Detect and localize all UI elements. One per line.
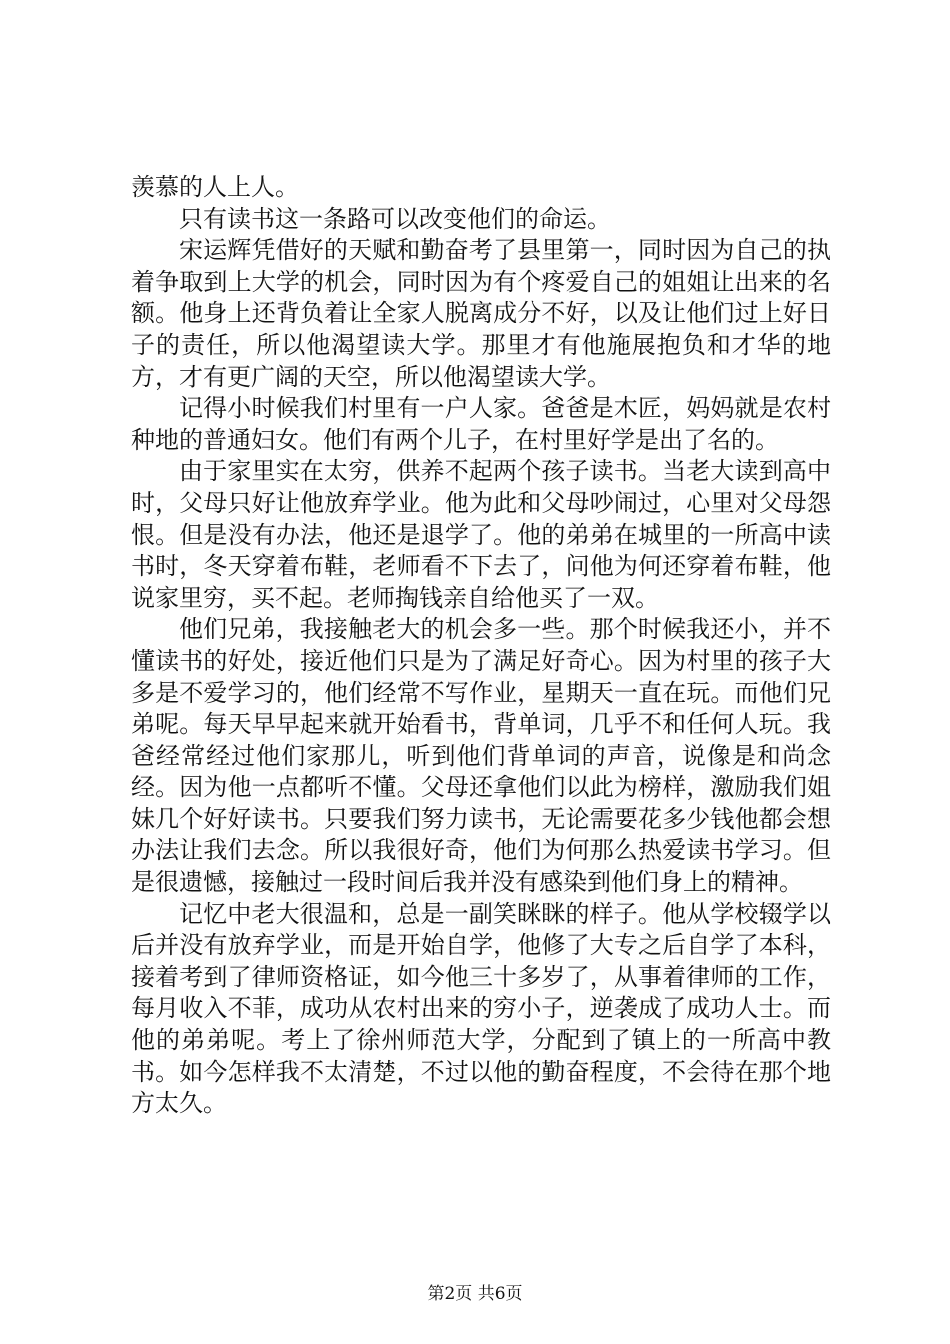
paragraph-continuation: 羡慕的人上人。: [131, 173, 299, 201]
paragraph: 由于家里实在太穷，供养不起两个孩子读书。当老大读到高中时，父母只好让他放弃学业。他为此和父母吵闹过，心里对父母怨恨。但是没有办法，他还是退学了。他的弟弟在城里的一所高中读书时，冬天穿着布鞋，老师看不下去了，问他为何还穿着布鞋，他说家里穷，买不起。老师掏钱亲自给他买了一双。: [131, 457, 831, 612]
body-text: [131, 172, 831, 1120]
paragraph: 记得小时候我们村里有一户人家。爸爸是木匠，妈妈就是农村种地的普通妇女。他们有两个儿子，在村里好学是出了名的。: [131, 394, 831, 454]
paragraph: 只有读书这一条路可以改变他们的命运。: [179, 204, 611, 233]
paragraph: 他们兄弟，我接触老大的机会多一些。那个时候我还小，并不懂读书的好处，接近他们只是为了满足好奇心。因为村里的孩子大多是不爱学习的，他们经常不写作业，星期天一直在玩。而他们兄弟呢。每天早早起来就开始看书，背单词，几乎不和任何人玩。我爸经常经过他们家那儿，听到他们背单词的声音，说像是和尚念经。因为他一点都听不懂。父母还拿他们以此为榜样，激励我们姐妹几个好好读书。只要我们努力读书，无论需要花多少钱他都会想办法让我们去念。所以我很好奇，他们为何那么热爱读书学习。但是很遗憾，接触过一段时间后我并没有感染到他们身上的精神。: [131, 615, 831, 897]
paragraph: 宋运辉凭借好的天赋和勤奋考了县里第一，同时因为自己的执着争取到上大学的机会，同时因为有个疼爱自己的姐姐让出来的名额。他身上还背负着让全家人脱离成分不好，以及让他们过上好日子的责任，所以他渴望读大学。那里才有他施展抱负和才华的地方，才有更广阔的天空，所以他渴望读大学。: [131, 236, 831, 391]
page-footer: 第2页 共6页: [427, 1284, 523, 1304]
paragraph: 记忆中老大很温和，总是一副笑眯眯的样子。他从学校辍学以后并没有放弃学业，而是开始自学，他修了大专之后自学了本科，接着考到了律师资格证，如今他三十多岁了，从事着律师的工作，每月收入不菲，成功从农村出来的穷小子，逆袭成了成功人士。而他的弟弟呢。考上了徐州师范大学，分配到了镇上的一所高中教书。如今怎样我不太清楚，不过以他的勤奋程度，不会待在那个地方太久。: [131, 899, 831, 1118]
